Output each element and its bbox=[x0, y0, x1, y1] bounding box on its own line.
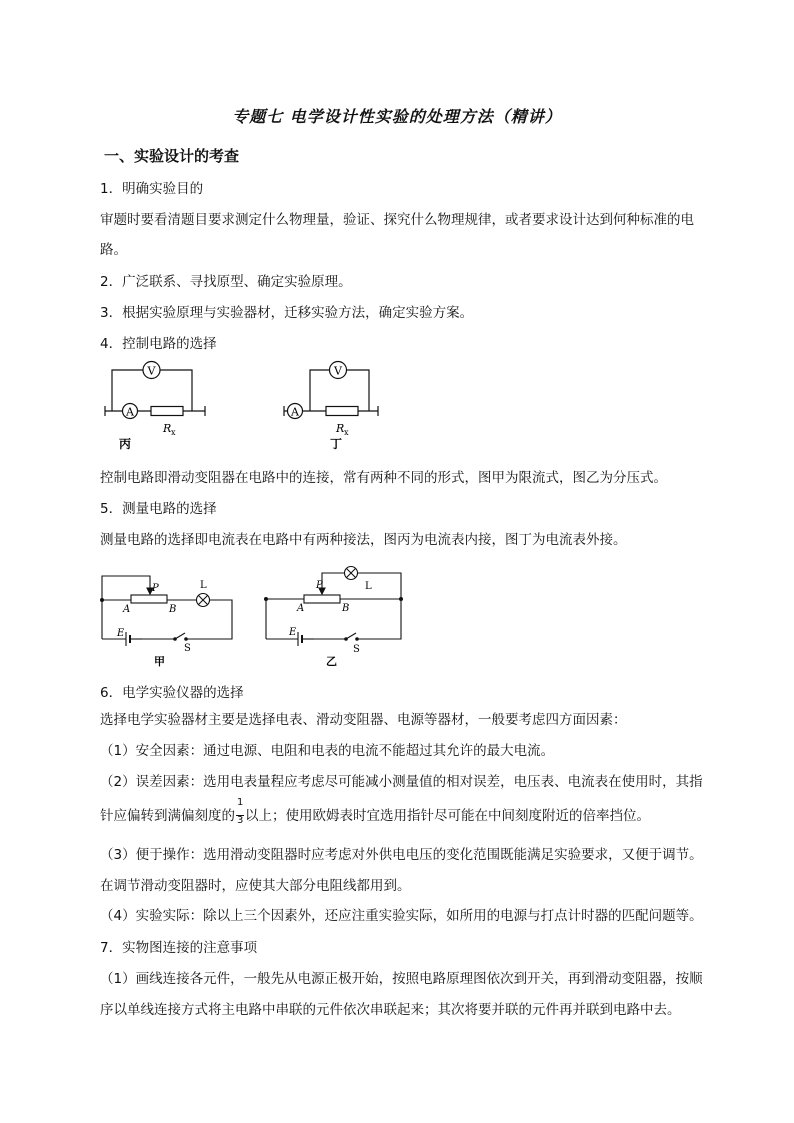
item-6-point-2-suffix: 以上；使用欧姆表时宜选用指针尽可能在中间刻度附近的倍率挡位。 bbox=[245, 808, 650, 824]
battery-label: E bbox=[117, 628, 125, 639]
fraction-numerator: 1 bbox=[237, 797, 244, 808]
item-4-heading: 4．控制电路的选择 bbox=[100, 336, 217, 352]
resistor-label: R bbox=[163, 422, 172, 435]
fraction-denominator: 3 bbox=[237, 815, 244, 826]
item-6-point-3-line-1: （3）便于操作：选用滑动变阻器时应考虑对外供电电压的变化范围既能满足实验要求，又便于调节。 bbox=[100, 847, 703, 863]
circuit-diagram-bing bbox=[100, 356, 215, 456]
item-1-text-line-1: 审题时要看清题目要求测定什么物理量，验证、探究什么物理规律，或者要求设计达到何种标准的电 bbox=[100, 212, 694, 228]
circuit-diagram-yi bbox=[262, 561, 410, 669]
item-5-heading: 5．测量电路的选择 bbox=[100, 501, 217, 517]
item-4-text: 控制电路即滑动变阻器在电路中的连接，常有两种不同的形式，图甲为限流式，图乙为分压式。 bbox=[100, 470, 667, 486]
resistor-label: R bbox=[336, 422, 345, 435]
slider-label: P bbox=[152, 583, 159, 594]
item-3: 3．根据实验原理与实验器材，迁移实验方法，确定实验方案。 bbox=[100, 305, 474, 321]
voltmeter-label: V bbox=[334, 364, 342, 378]
item-6-point-3-line-2: 在调节滑动变阻器时，应使其大部分电阻线都用到。 bbox=[100, 878, 411, 894]
item-1-text-line-2: 路。 bbox=[100, 242, 127, 258]
item-6-point-1: （1）安全因素：通过电源、电阻和电表的电流不能超过其允许的最大电流。 bbox=[100, 743, 555, 759]
figure-caption: 丙 bbox=[119, 437, 132, 451]
section-heading: 一、实验设计的考查 bbox=[104, 147, 240, 165]
page-title: 专题七 电学设计性实验的处理方法（精讲） bbox=[232, 107, 562, 126]
item-7-point-1-line-2: 序以单线连接方式将主电路中串联的元件依次串联起来；其次将要并联的元件再并联到电路中去。 bbox=[100, 1002, 681, 1018]
item-7-point-1-line-1: （1）画线连接各元件，一般先从电源正极开始，按照电路原理图依次到开关，再到滑动变阻器，按顺 bbox=[100, 971, 703, 987]
slider-label: P bbox=[316, 580, 323, 591]
terminal-a-label: A bbox=[297, 603, 305, 614]
ammeter-label: A bbox=[126, 405, 134, 419]
terminal-a-label: A bbox=[123, 604, 131, 615]
item-6-point-2-line-2 bbox=[100, 797, 650, 826]
ammeter-label: A bbox=[291, 405, 299, 419]
figure-caption: 乙 bbox=[326, 655, 337, 668]
switch-label: S bbox=[184, 643, 191, 654]
circuit-diagram-jia bbox=[96, 564, 241, 669]
switch-label: S bbox=[353, 644, 360, 655]
figure-caption: 丁 bbox=[330, 437, 343, 451]
lamp-label: L bbox=[365, 581, 372, 592]
lamp-label: L bbox=[200, 580, 207, 591]
terminal-b-label: B bbox=[342, 603, 350, 614]
item-2: 2．广泛联系、寻找原型、确定实验原理。 bbox=[100, 274, 352, 290]
item-6-point-2-line-1: （2）误差因素：选用电表量程应考虑尽可能减小测量值的相对误差，电压表、电流表在使用时，其指 bbox=[100, 774, 703, 790]
item-5-text: 测量电路的选择即电流表在电路中有两种接法，图丙为电流表内接，图丁为电流表外接。 bbox=[100, 532, 627, 548]
terminal-b-label: B bbox=[169, 604, 177, 615]
circuit-diagram-ding bbox=[280, 356, 390, 456]
item-1-heading: 1．明确实验目的 bbox=[100, 181, 204, 197]
battery-label: E bbox=[289, 627, 297, 638]
item-7-heading: 7．实物图连接的注意事项 bbox=[100, 940, 258, 956]
resistor-subscript: x bbox=[171, 428, 176, 437]
item-6-text: 选择电学实验器材主要是选择电表、滑动变阻器、电源等器材，一般要考虑四方面因素： bbox=[100, 712, 627, 728]
item-6-point-2-prefix: 针应偏转到满偏刻度的 bbox=[100, 808, 235, 824]
voltmeter-label: V bbox=[147, 364, 156, 378]
resistor-subscript: x bbox=[344, 428, 349, 437]
item-6-heading: 6．电学实验仪器的选择 bbox=[100, 685, 244, 701]
fraction-one-third bbox=[235, 797, 245, 826]
item-6-point-4: （4）实验实际：除以上三个因素外，还应注重实验实际，如所用的电源与打点计时器的匹配问题等。 bbox=[100, 908, 703, 924]
figure-caption: 甲 bbox=[154, 655, 165, 668]
